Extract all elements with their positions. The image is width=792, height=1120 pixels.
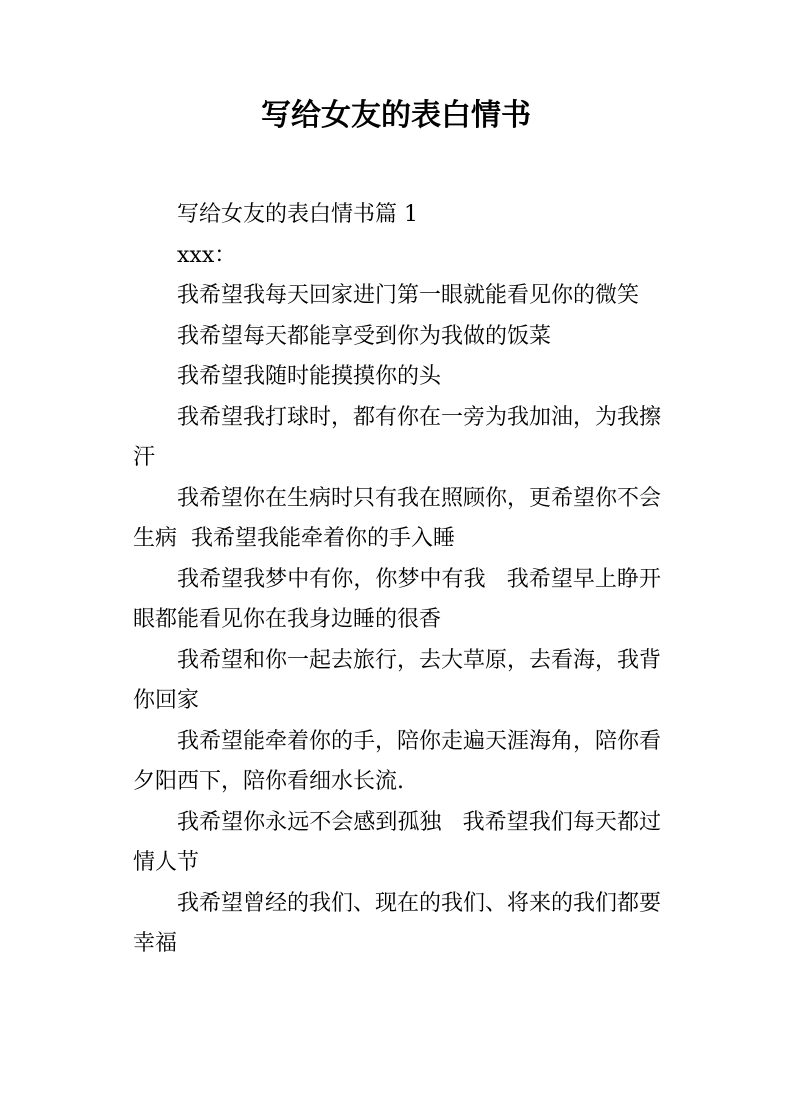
paragraph: 我希望我梦中有你，你梦中有我 我希望早上睁开眼都能看见你在我身边睡的很香 [133,566,661,632]
document-body [133,195,661,965]
paragraph: 我希望我每天回家进门第一眼就能看见你的微笑 [177,283,640,308]
paragraph: 我希望每天都能享受到你为我做的饭菜 [177,323,552,349]
paragraph: 我希望曾经的我们、现在的我们、将来的我们都要幸福 [133,890,662,956]
document-title: 写给女友的表白情书 [261,98,531,133]
paragraph: 我希望我打球时，都有你在一旁为我加油，为我擦汗 [133,404,662,470]
salutation: xxx： [177,242,237,268]
paragraph: 我希望你永远不会感到孤独 我希望我们每天都过情人节 [133,809,661,875]
paragraph: 我希望我随时能摸摸你的头 [177,364,442,389]
paragraph: 我希望和你一起去旅行，去大草原，去看海，我背你回家 [133,647,662,713]
section-heading: 写给女友的表白情书篇 1 [177,202,418,227]
paragraph: 我希望能牵着你的手，陪你走遍天涯海角，陪你看夕阳西下，陪你看细水长流. [133,728,662,794]
paragraph: 我希望你在生病时只有我在照顾你，更希望你不会生病 我希望我能牵着你的手入睡 [133,485,662,551]
